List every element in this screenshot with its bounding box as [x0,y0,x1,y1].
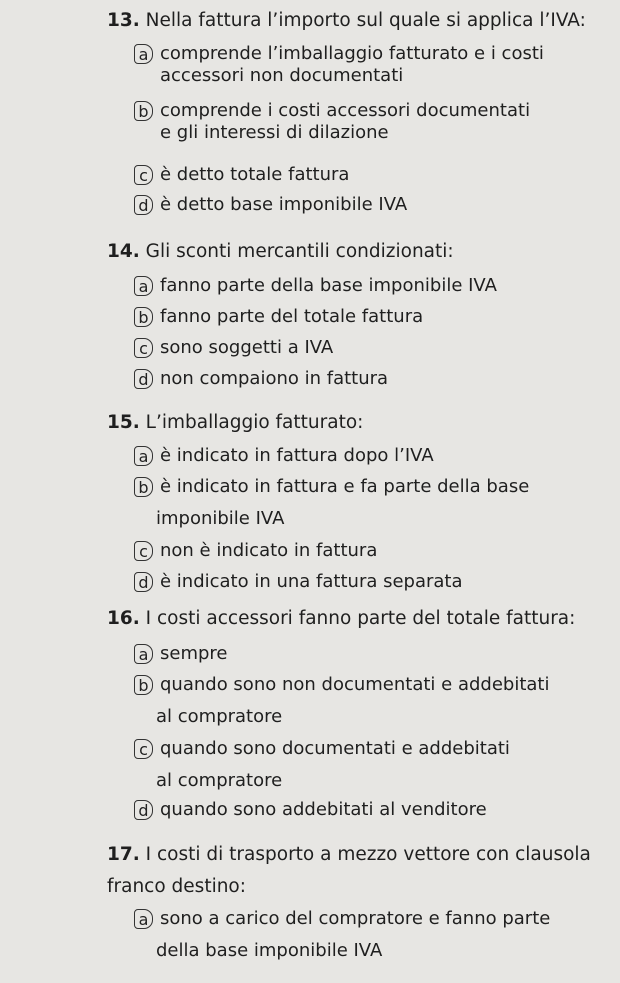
option-letter-badge: b [134,675,153,695]
option-text-line: fanno parte della base imponibile IVA [160,275,497,296]
option-text-line: è detto base imponibile IVA [160,194,408,215]
question-15-text: L’imballaggio fatturato: [145,412,364,433]
option-letter-badge: a [134,644,153,664]
option-text-line: è indicato in fattura e fa parte della base [160,476,530,497]
option-letter-badge: a [134,446,153,466]
option-text [160,43,544,87]
option-letter-badge: b [134,477,153,497]
option-letter-badge: d [134,369,153,389]
option-text [160,164,349,186]
option-text [160,571,463,593]
question-16-text: I costi accessori fanno parte del totale fattura: [145,608,576,629]
question-14-title [107,241,454,263]
option-text [160,337,333,359]
option-letter-badge: a [134,909,153,929]
option-text [160,275,497,297]
option-text [156,738,510,792]
option-letter-badge: d [134,800,153,820]
option-text-line: della base imponibile IVA [156,940,383,961]
option-text [160,100,530,144]
option-text-line: quando sono documentati e addebitati [160,738,510,759]
option-letter-badge: c [134,338,153,358]
option-text-line: è detto totale fattura [160,164,350,185]
option-letter-badge: d [134,572,153,592]
option-text-line: accessori non documentati [160,65,404,86]
option-text-line: sempre [160,643,228,664]
question-17-text: I costi di trasporto a mezzo vettore con clausola [145,844,591,865]
option-text [160,540,377,562]
option-text [160,445,434,467]
question-15-title [107,412,363,434]
question-17-text-continued: franco destino: [107,876,246,897]
option-text-line: quando sono non documentati e addebitati [160,674,550,695]
option-text [156,476,530,530]
option-text-line: comprende l’imballaggio fatturato e i costi [160,43,544,64]
option-text-line: e gli interessi di dilazione [160,122,389,143]
option-letter-badge: a [134,44,153,64]
option-letter-badge: c [134,165,153,185]
option-text [160,643,228,665]
question-14-number: 14. [107,241,140,262]
option-text-line: è indicato in una fattura separata [160,571,463,592]
option-letter-badge: c [134,541,153,561]
option-text [160,306,423,328]
question-17-title [107,844,591,898]
option-letter-badge: a [134,276,153,296]
question-13-number: 13. [107,10,140,31]
option-letter-badge: c [134,739,153,759]
option-text [160,799,487,821]
question-13-title [107,10,586,32]
option-text-line: è indicato in fattura dopo l’IVA [160,445,434,466]
question-17-number: 17. [107,844,140,865]
option-text [156,674,550,728]
question-13-text: Nella fattura l’importo sul quale si applica l’IVA: [145,10,586,31]
option-text [156,908,551,962]
question-14-text: Gli sconti mercantili condizionati: [145,241,454,262]
option-text-line: non è indicato in fattura [160,540,378,561]
option-text-line: non compaiono in fattura [160,368,389,389]
option-text-line: comprende i costi accessori documentati [160,100,531,121]
option-letter-badge: b [134,101,153,121]
option-letter-badge: b [134,307,153,327]
option-letter-badge: d [134,195,153,215]
option-text-line: al compratore [156,770,283,791]
option-text [160,368,388,390]
option-text-line: sono a carico del compratore e fanno parte [160,908,551,929]
option-text-line: imponibile IVA [156,508,285,529]
option-text-line: sono soggetti a IVA [160,337,334,358]
option-text [160,194,407,216]
option-text-line: al compratore [156,706,283,727]
question-16-title [107,608,575,630]
question-15-number: 15. [107,412,140,433]
option-text-line: quando sono addebitati al venditore [160,799,487,820]
question-16-number: 16. [107,608,140,629]
option-text-line: fanno parte del totale fattura [160,306,424,327]
